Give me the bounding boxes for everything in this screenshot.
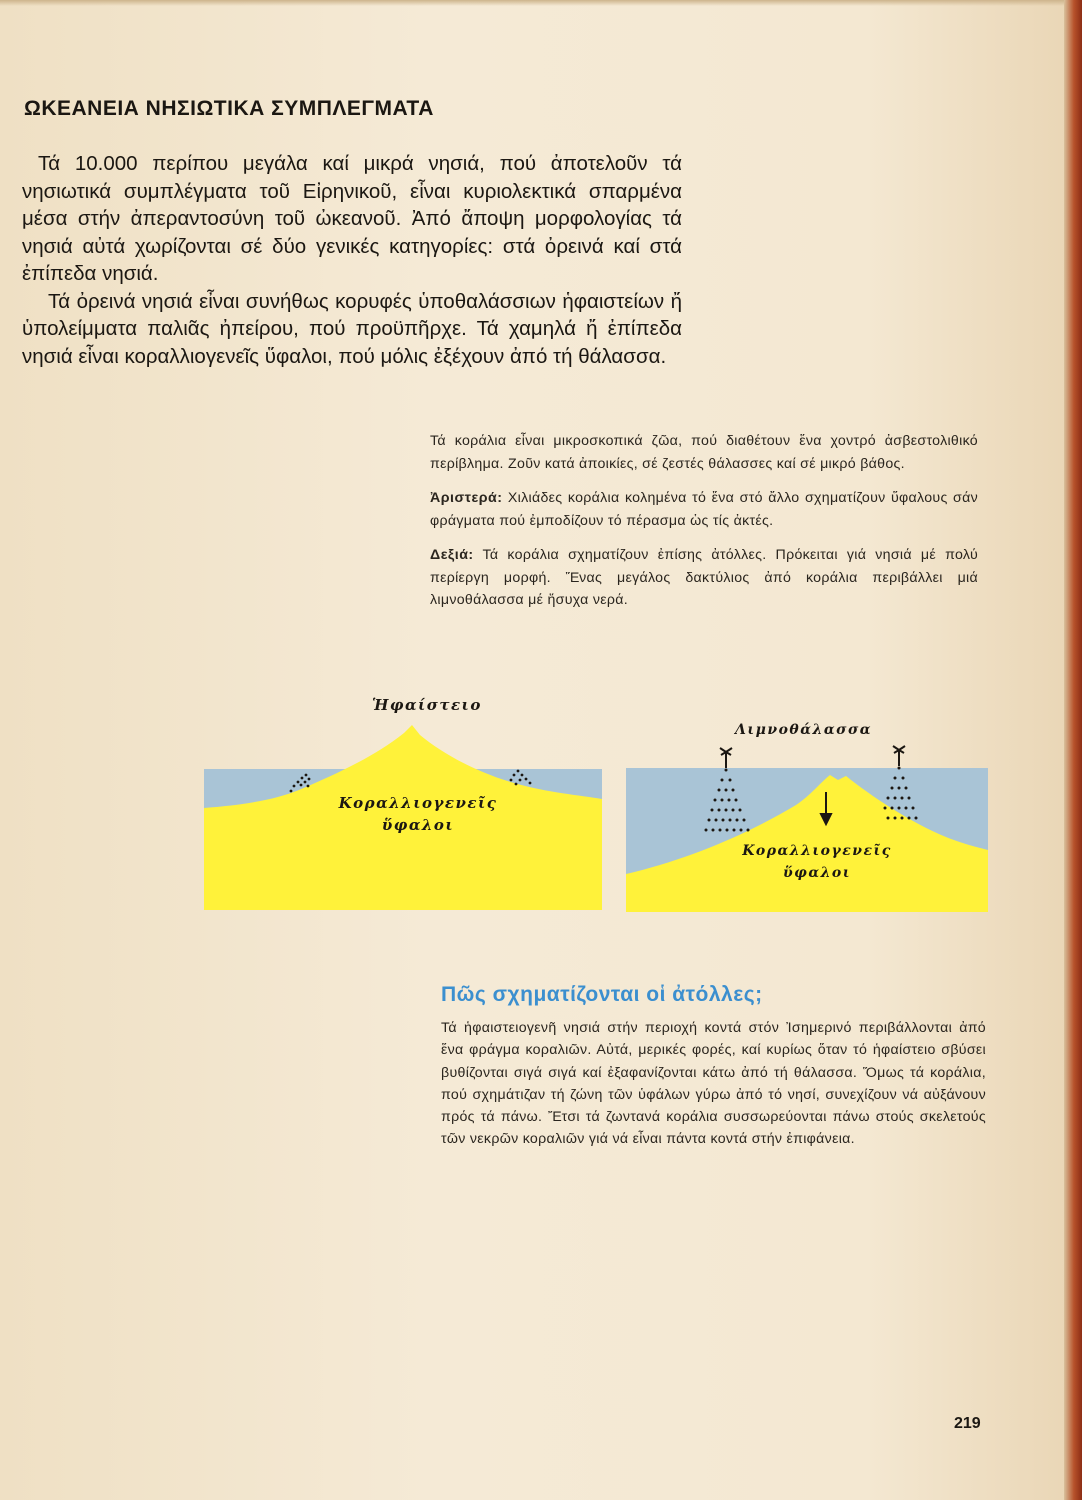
intro-text	[22, 150, 682, 370]
caption-paragraph-1: Τά κοράλια εἶναι μικροσκοπικά ζῶα, πού διαθέτουν ἕνα χοντρό ἀσβεστολιθικό περίβλημα. Ζοῦν κατά ἀποικίες, σέ ζεστές θάλασσες καί σέ μικρό βάθος.	[430, 433, 978, 472]
intro-paragraph-2: Τά ὀρεινά νησιά εἶναι συνήθως κορυφές ὑποθαλάσσιων ἡφαιστείων ἤ ὑπολείμματα παλιᾶς ἠπείρου, πού προϋπῆρχε. Τά χαμηλά ἤ ἐπίπεδα νησιά εἶναι κοραλλιογενεῖς ὕφαλοι, πού μόλις ἐξέχουν ἀπό τή θάλασσα.	[22, 289, 682, 368]
caption-paragraph-left	[430, 487, 978, 532]
atoll-paragraph: Τά ἡφαιστειογενῆ νησιά στήν περιοχή κοντά στόν Ἰσημερινό περιβάλλονται ἀπό ἕνα φράγμα κοραλιῶν. Αὐτά, μερικές φορές, καί κυρίως ὅταν τό ἡφαίστειο σβύσει βυθίζονται σιγά σιγά καί ἐξαφανίζονται κάτω ἀπό τή θάλασσα. Ὅμως τά κοράλια, πού σχημάτιζαν τή ζώνη τῶν ὑφάλων γύρω ἀπό τό νησί, συνεχίζουν νά αὐξάνουν πρός τά πάνω. Ἔτσι τά ζωντανά κοράλια συσσωρεύονται πάνω στούς σκελετούς τῶν νεκρῶν κοραλιῶν γιά νά εἶναι πάντα κοντά στήν ἐπιφάνεια.	[441, 1020, 986, 1148]
reef-label-left	[328, 792, 508, 836]
caption-left-label: Ἀριστερά:	[430, 490, 503, 506]
page-title: ΩΚΕΑΝΕΙΑ ΝΗΣΙΩΤΙΚΑ ΣΥΜΠΛΕΓΜΑΤΑ	[24, 97, 434, 120]
figure-caption	[430, 430, 978, 624]
page-top-edge	[0, 0, 1064, 6]
page-number: 219	[954, 1415, 981, 1432]
atoll-heading: Πῶς σχηματίζονται οἱ ἀτόλλες;	[441, 983, 763, 1006]
reef-label-left-line2: ὕφαλοι	[381, 816, 455, 834]
reef-label-right	[732, 840, 902, 884]
atoll-text	[441, 1017, 986, 1151]
book-spine-edge	[1064, 0, 1082, 1500]
intro-paragraph-1: Τά 10.000 περίπου μεγάλα καί μικρά νησιά, πού ἀποτελοῦν τά νησιωτικά συμπλέγματα τοῦ Εἰρηνικοῦ, εἶναι κυριολεκτικά σπαρμένα μέσα στήν ἀπεραντοσύνη τοῦ ὠκεανοῦ. Ἀπό ἄποψη μορφολογίας τά νησιά αὐτά χωρίζονται σέ δύο γενικές κατηγορίες: στά ὀρεινά καί στά ἐπίπεδα νησιά.	[22, 152, 682, 285]
lagoon-label: Λιμνοθάλασσα	[735, 722, 873, 738]
reef-label-right-line2: ὕφαλοι	[782, 865, 852, 881]
reef-label-right-line1: Κοραλλιογενεῖς	[742, 843, 892, 859]
caption-right-label: Δεξιά:	[430, 547, 474, 563]
reef-label-left-line1: Κοραλλιογενεῖς	[338, 794, 498, 812]
palm-tree-icons	[720, 746, 905, 768]
caption-left-text: Χιλιάδες κοράλια κολημένα τό ἕνα στό ἄλλο σχηματίζουν ὕφαλους σάν φράγματα πού ἐμποδίζουν τό πέρασμα ὡς τίς ἀκτές.	[430, 490, 978, 529]
caption-right-text: Τά κοράλια σχηματίζουν ἐπίσης ἀτόλλες. Πρόκειται γιά νησιά μέ πολύ περίεργη μορφή. Ἕνας μεγάλος δακτύλιος ἀπό κοράλια περιβάλλει μιά λιμνοθάλασσα μέ ἥσυχα νερά.	[430, 547, 978, 608]
diagram-atoll	[626, 740, 990, 912]
caption-paragraph-right	[430, 544, 978, 612]
volcano-label: Ἡφαίστειο	[372, 696, 482, 714]
atoll-illustration	[626, 740, 990, 912]
